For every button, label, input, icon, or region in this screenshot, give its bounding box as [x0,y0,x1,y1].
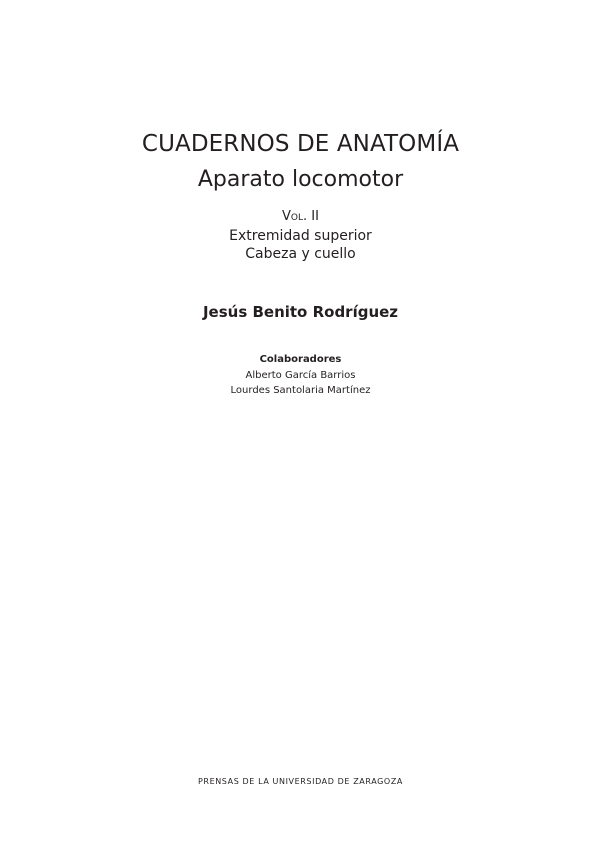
collaborator-name: Alberto García Barrios [245,370,356,381]
collaborators-heading: Colaboradores [259,354,342,365]
subtitle-line: Cabeza y cuello [245,246,356,262]
publisher-imprint: PRENSAS DE LA UNIVERSIDAD DE ZARAGOZA [197,777,403,786]
collaborator-name: Lourdes Santolaria Martínez [230,385,371,396]
series-title: CUADERNOS DE ANATOMÍA [141,131,460,157]
subtitle-line: Extremidad superior [229,228,372,244]
volume-label: Vol. II [282,209,319,224]
author-name: Jesús Benito Rodríguez [202,303,399,321]
book-title: Aparato locomotor [197,167,404,192]
